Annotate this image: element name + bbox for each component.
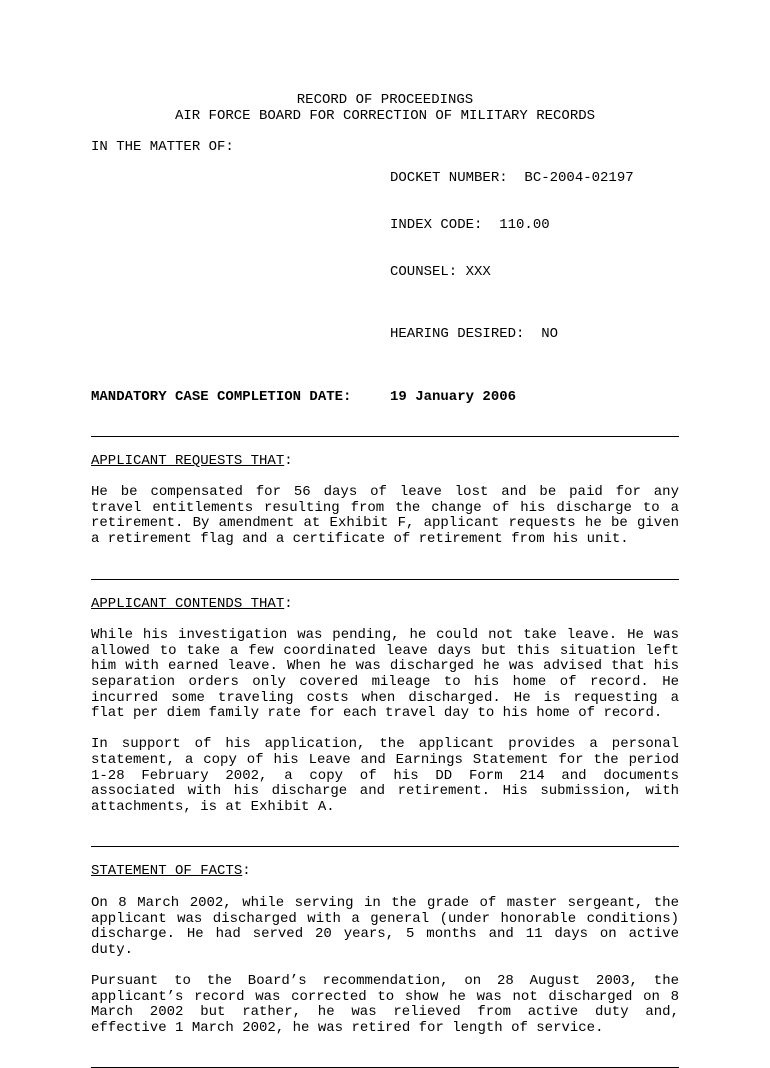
- document-title: RECORD OF PROCEEDINGS: [296, 92, 474, 108]
- section-heading-facts: [91, 864, 679, 880]
- heading-text: APPLICANT REQUESTS THAT: [91, 452, 285, 469]
- index-code: INDEX CODE: 110.00: [390, 217, 550, 234]
- heading-colon: :: [284, 452, 293, 469]
- counsel: COUNSEL: XXX: [390, 263, 491, 280]
- section-heading-contends: [91, 597, 679, 613]
- document-header: [91, 93, 679, 124]
- mandatory-label: MANDATORY CASE COMPLETION DATE:: [91, 389, 352, 406]
- matter-label: IN THE MATTER OF:: [91, 139, 234, 156]
- contends-paragraph-2: In support of his application, the applicant provides a personal statement, a copy of his Leave and Earnings Statement for the period 1-28 February 2002, a copy of his DD Form 214 and documents associated with his discharge and retirement. His submission, with attachments, is at Exhibit A.: [91, 736, 679, 815]
- heading-colon: :: [284, 595, 293, 612]
- heading-colon: :: [242, 863, 251, 880]
- facts-paragraph-2: Pursuant to the Board’s recommendation, on 28 August 2003, the applicant’s record was corrected to show he was not discharged on 8 March 2002 but rather, he was relieved from active duty and, effective 1 March 2002, he was retired for length of service.: [91, 972, 679, 1036]
- heading-text: APPLICANT CONTENDS THAT: [91, 595, 285, 612]
- case-info: [390, 140, 679, 374]
- requests-paragraph-1: He be compensated for 56 days of leave lost and be paid for any travel entitlements resulting from the change of his discharge to a retirement. By amendment at Exhibit F, applicant requests he be given a retirement flag and a certificate of retirement from his unit.: [91, 484, 679, 548]
- section-divider: [91, 579, 679, 580]
- contends-paragraph-1: While his investigation was pending, he could not take leave. He was allowed to take a few coordinated leave days but this situation left him with earned leave. When he was discharged he was advised that his separation orders only covered mileage to his home of record. He incurred some traveling costs when discharged. He is requesting a flat per diem family rate for each travel day to his home of record.: [91, 627, 679, 722]
- section-divider: [91, 436, 679, 437]
- document-subtitle: AIR FORCE BOARD FOR CORRECTION OF MILITARY RECORDS: [174, 107, 596, 124]
- matter-block: [91, 140, 679, 374]
- hearing-desired: HEARING DESIRED: NO: [390, 326, 559, 343]
- mandatory-completion: [91, 390, 679, 406]
- section-heading-requests: [91, 454, 679, 470]
- facts-paragraph-1: On 8 March 2002, while serving in the grade of master sergeant, the applicant was discharged with a general (under honorable conditions) discharge. He had served 20 years, 5 months and 11 days on active duty.: [91, 894, 679, 958]
- docket-number: DOCKET NUMBER: BC-2004-02197: [390, 170, 634, 187]
- section-divider: [91, 846, 679, 847]
- mandatory-date: 19 January 2006: [390, 389, 517, 406]
- document-page: [91, 93, 679, 1068]
- heading-text: STATEMENT OF FACTS: [91, 863, 243, 880]
